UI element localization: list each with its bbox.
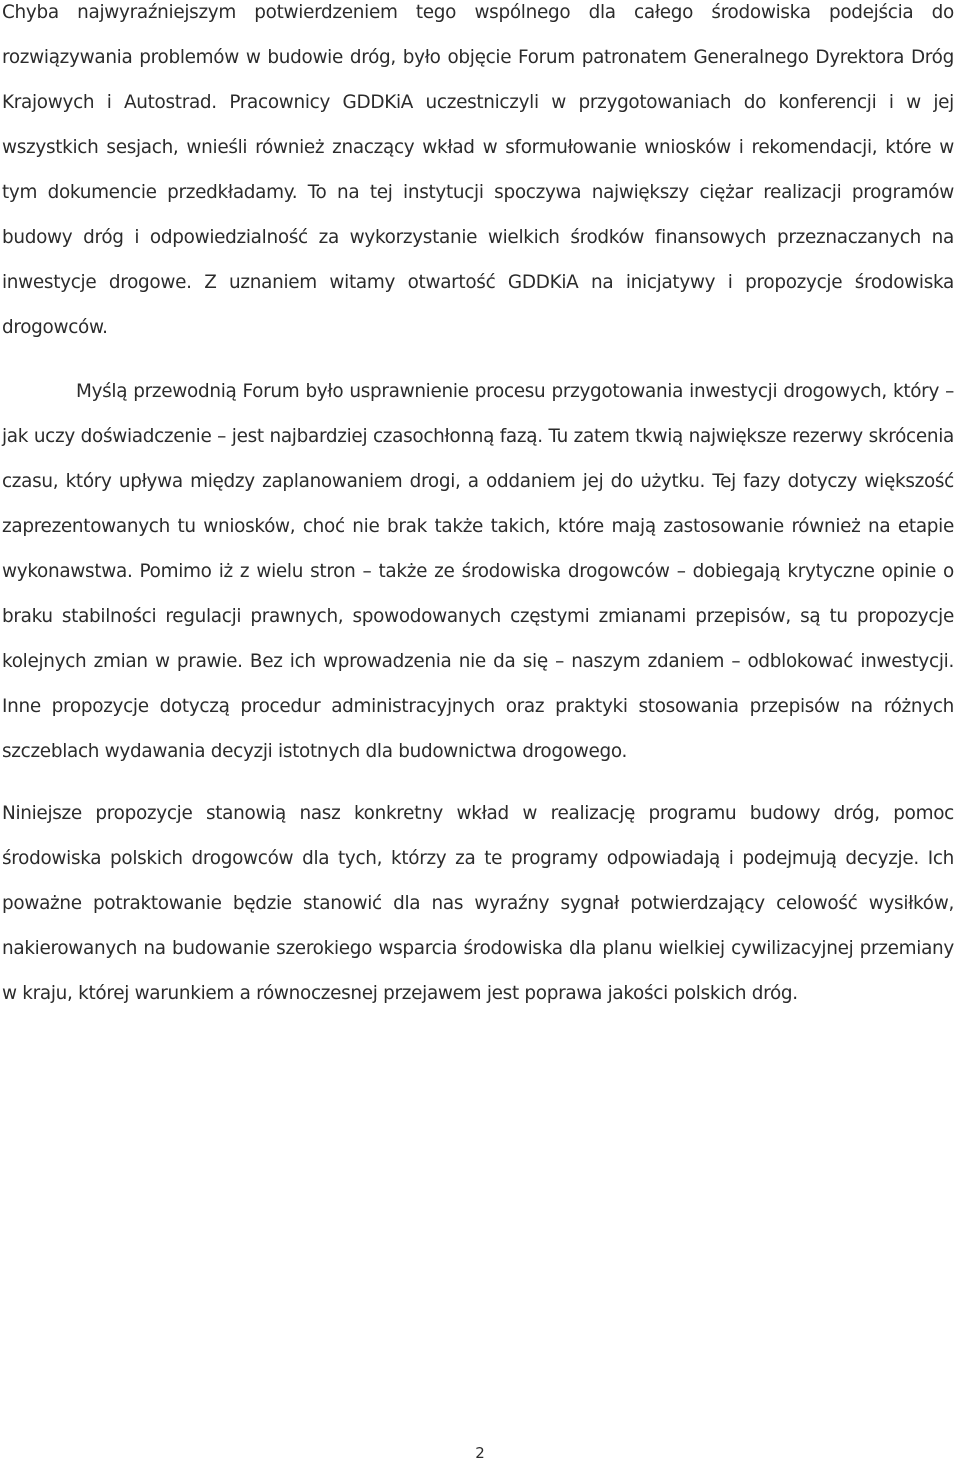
document-body	[2, 0, 954, 1016]
paragraph-forum-patronage: Chyba najwyraźniejszym potwierdzeniem tego wspólnego dla całego środowiska podejścia do rozwiązywania problemów w budowie dróg, było objęcie Forum patronatem Generalnego Dyrektora Dróg Krajowych i Autostrad. Pracownicy GDDKiA uczestniczyli w przygotowaniach do konferencji i w jej wszystkich sesjach, wnieśli również znaczący wkład w sformułowanie wniosków i rekomendacji, które w tym dokumencie przedkładamy. To na tej instytucji spoczywa największy ciężar realizacji programów budowy dróg i odpowiedzialność za wykorzystanie wielkich środków finansowych przeznaczanych na inwestycje drogowe. Z uznaniem witamy otwartość GDDKiA na inicjatywy i propozycje środowiska drogowców.	[2, 2, 954, 338]
paragraph-forum-main-idea: Myślą przewodnią Forum było usprawnienie procesu przygotowania inwestycji drogowych, który – jak uczy doświadczenie – jest najbardziej czasochłonną fazą. Tu zatem tkwią największe rezerwy skrócenia czasu, który upływa między zaplanowaniem drogi, a oddaniem jej do użytku. Tej fazy dotyczy większość zaprezentowanych tu wniosków, choć nie brak także takich, które mają zastosowanie również na etapie wykonawstwa. Pomimo iż z wielu stron – także ze środowiska drogowców – dobiegają krytyczne opinie o braku stabilności regulacji prawnych, spowodowanych częstymi zmianami przepisów, są tu propozycje kolejnych zmian w prawie. Bez ich wprowadzenia nie da się – naszym zdaniem – odblokować inwestycji. Inne propozycje dotyczą procedur administracyjnych oraz praktyki stosowania przepisów na różnych szczeblach wydawania decyzji istotnych dla budownictwa drogowego.	[2, 381, 954, 762]
paragraph-proposals-contribution: Niniejsze propozycje stanowią nasz konkretny wkład w realizację programu budowy dróg, pomoc środowiska polskich drogowców dla tych, którzy za te programy odpowiadają i podejmują decyzje. Ich poważne potraktowanie będzie stanowić dla nas wyraźny sygnał potwierdzający celowość wysiłków, nakierowanych na budowanie szerokiego wsparcia środowiska dla planu wielkiej cywilizacyjnej przemiany w kraju, której warunkiem a równoczesnej przejawem jest poprawa jakości polskich dróg.	[2, 803, 954, 1004]
page-number: 2	[475, 1444, 485, 1462]
